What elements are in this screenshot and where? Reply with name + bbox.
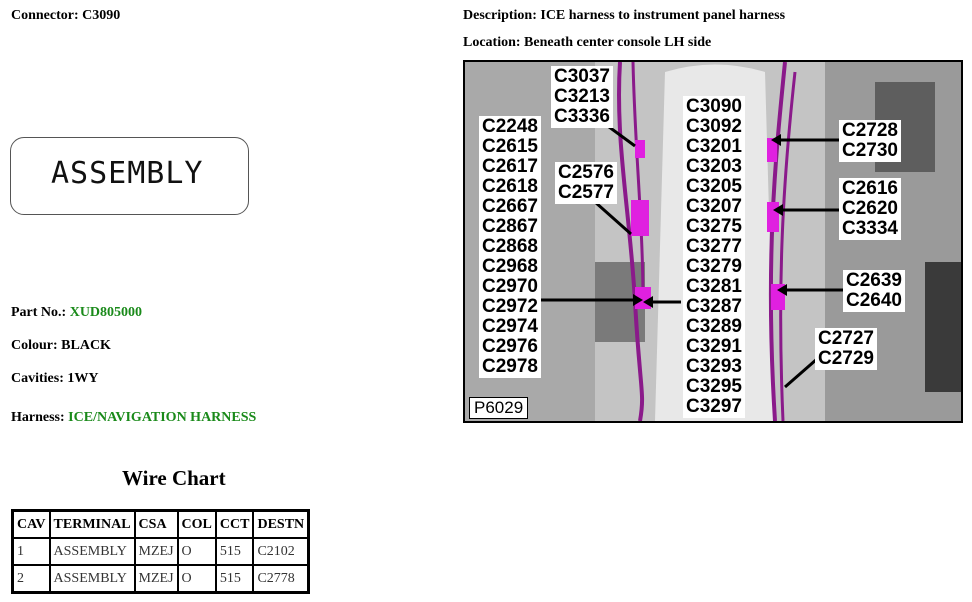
callout-label: C2620 — [842, 198, 898, 219]
callout-label: C2968 — [482, 256, 538, 277]
column-header: DESTN — [253, 511, 308, 539]
column-header: COL — [178, 511, 216, 539]
wire-chart-table — [11, 509, 310, 594]
callout-label: C3334 — [842, 218, 898, 239]
table-cell: 515 — [216, 538, 254, 565]
colour-label: Colour: BLACK — [11, 338, 111, 353]
callout-label: C2730 — [842, 140, 898, 161]
callout-label: C2868 — [482, 236, 538, 257]
callout-left-column — [479, 116, 541, 378]
location-diagram — [463, 60, 963, 423]
assembly-image — [10, 137, 249, 215]
column-header: TERMINAL — [50, 511, 135, 539]
callout-label: C3037 — [554, 66, 610, 87]
table-cell: MZEJ — [135, 565, 178, 593]
column-header: CSA — [135, 511, 178, 539]
callout-label: C2867 — [482, 216, 538, 237]
callout-label: C2616 — [842, 178, 898, 199]
callout-label: C3090 — [686, 96, 742, 117]
callout-label: C2615 — [482, 136, 538, 157]
table-row — [13, 565, 309, 593]
callout-label: C2729 — [818, 348, 874, 369]
callout-label: C2248 — [482, 116, 538, 137]
column-header: CCT — [216, 511, 254, 539]
wire-chart-title: Wire Chart — [122, 466, 226, 490]
callout-label: C3201 — [686, 136, 742, 157]
callout-label: C2727 — [818, 328, 874, 349]
callout-label: C3207 — [686, 196, 742, 217]
table-cell: O — [178, 538, 216, 565]
column-header: CAV — [13, 511, 50, 539]
table-cell: C2778 — [253, 565, 308, 593]
table-cell: ASSEMBLY — [50, 565, 135, 593]
callout-mid-left — [555, 162, 617, 204]
callout-right-3 — [843, 270, 905, 312]
callout-top-left — [551, 66, 613, 128]
callout-label: C2617 — [482, 156, 538, 177]
callout-label: C2640 — [846, 290, 902, 311]
table-cell: 2 — [13, 565, 50, 593]
callout-label: C3295 — [686, 376, 742, 397]
location-label: Location: Beneath center console LH side — [463, 35, 712, 50]
callout-label: C3277 — [686, 236, 742, 257]
table-cell: ASSEMBLY — [50, 538, 135, 565]
callout-label: C2976 — [482, 336, 538, 357]
callout-label: C3092 — [686, 116, 742, 137]
harness-label: Harness: — [11, 410, 65, 425]
part-number-value[interactable]: XUD805000 — [69, 305, 143, 320]
callout-label: C2639 — [846, 270, 902, 291]
harness-value[interactable]: ICE/NAVIGATION HARNESS — [68, 410, 257, 425]
callout-right-2 — [839, 178, 901, 240]
callout-label: C2577 — [558, 182, 614, 203]
callout-right-1 — [839, 120, 901, 162]
table-cell: O — [178, 565, 216, 593]
callout-label: C2576 — [558, 162, 614, 183]
callout-label: C3336 — [554, 106, 610, 127]
callout-label: C3279 — [686, 256, 742, 277]
callout-label: C3293 — [686, 356, 742, 377]
part-number-label: Part No.: — [11, 305, 67, 320]
table-row — [13, 538, 309, 565]
table-cell: 515 — [216, 565, 254, 593]
callout-label: C3275 — [686, 216, 742, 237]
callout-label: C3291 — [686, 336, 742, 357]
callout-label: C2970 — [482, 276, 538, 297]
callout-center-column — [683, 96, 745, 418]
callout-label: C2978 — [482, 356, 538, 377]
callout-label: C3205 — [686, 176, 742, 197]
table-cell: C2102 — [253, 538, 308, 565]
assembly-image-text: ASSEMBLY — [51, 156, 204, 191]
table-cell: MZEJ — [135, 538, 178, 565]
callout-label: C3203 — [686, 156, 742, 177]
cavities-label: Cavities: 1WY — [11, 371, 99, 386]
callout-label: C3289 — [686, 316, 742, 337]
harness — [11, 410, 256, 426]
part-number — [11, 305, 142, 321]
figure-code: P6029 — [469, 397, 528, 419]
callout-label: C3213 — [554, 86, 610, 107]
connector-label: Connector: C3090 — [11, 8, 121, 23]
table-header-row — [13, 511, 309, 539]
table-cell: 1 — [13, 538, 50, 565]
callout-label: C2618 — [482, 176, 538, 197]
callout-label: C2728 — [842, 120, 898, 141]
description-label: Description: ICE harness to instrument panel harness — [463, 8, 786, 23]
callout-label: C3287 — [686, 296, 742, 317]
callout-label: C2667 — [482, 196, 538, 217]
callout-label: C3281 — [686, 276, 742, 297]
callout-label: C3297 — [686, 396, 742, 417]
callout-label: C2974 — [482, 316, 538, 337]
callout-right-4 — [815, 328, 877, 370]
callout-label: C2972 — [482, 296, 538, 317]
